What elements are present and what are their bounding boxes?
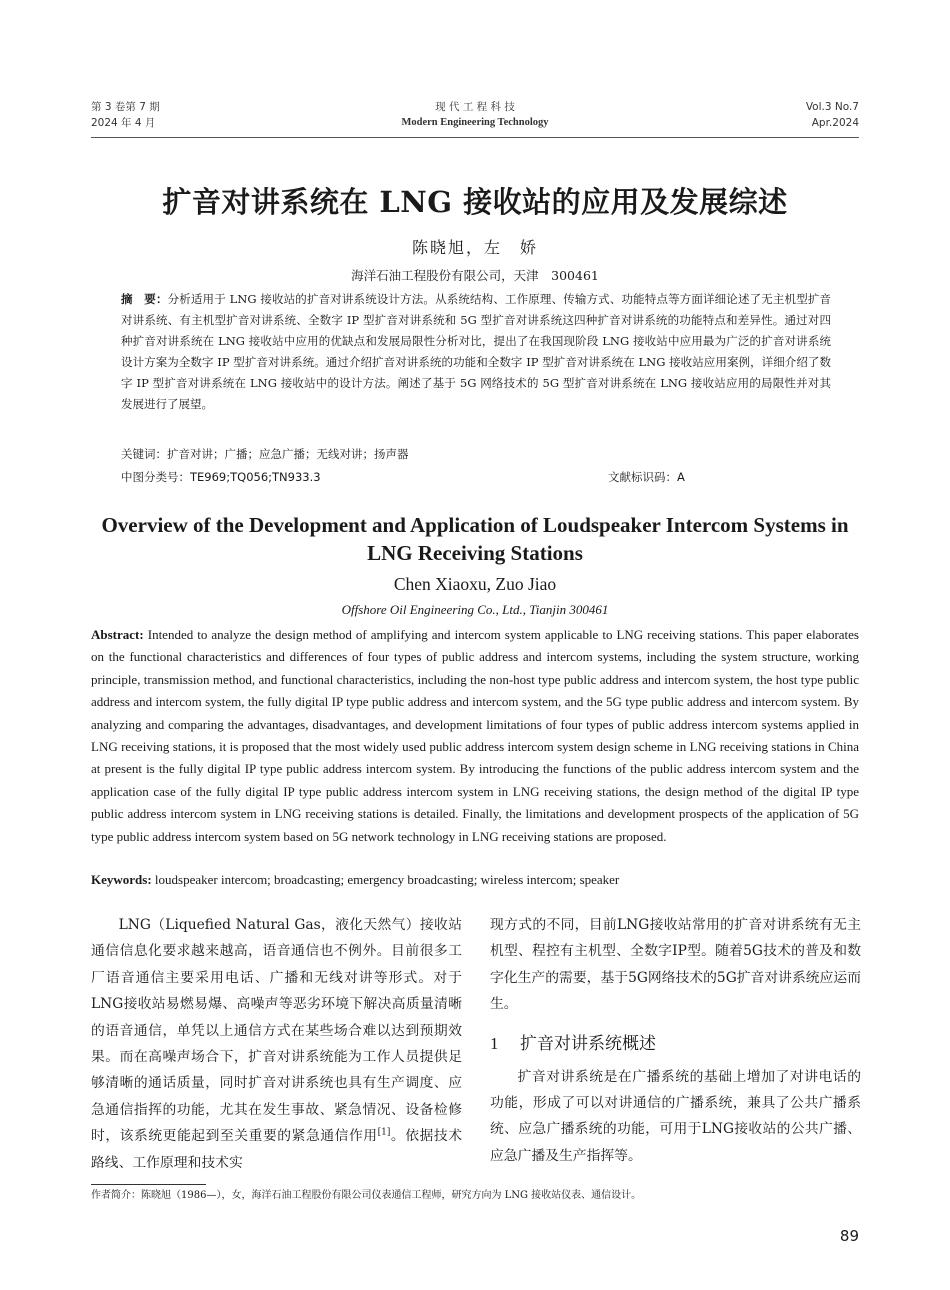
intro-text-b: 。依据技术路线、工作原理和技术实 — [91, 1128, 463, 1171]
keywords-cn-label: 关键词： — [121, 447, 167, 461]
doc-code-label: 文献标识码： — [608, 470, 677, 484]
header-volume-en — [806, 99, 859, 131]
footnote-divider — [91, 1184, 206, 1185]
abstract-en — [91, 624, 859, 848]
header-divider — [91, 137, 859, 138]
paper-title-en: Overview of the Development and Application of Loudspeaker Intercom Systems in LNG Receiving Stations — [101, 513, 849, 565]
keywords-en-text: loudspeaker intercom; broadcasting; emergency broadcasting; wireless intercom; speaker — [154, 872, 620, 887]
intro-text-a: LNG（Liquefied Natural Gas，液化天然气）接收站通信信息化要求越来越高，语音通信也不例外。目前很多工厂语音通信主要采用电话、广播和无线对讲等形式。对于LNG接收站易燃易爆、高噪声等恶劣环境下解决高质量清晰的语音通信，单凭以上通信方式在某些场合难以达到预期效果。而在高噪声场合下，扩音对讲系统能为工作人员提供足够清晰的通话质量，同时扩音对讲系统也具有生产调度、应急通信指挥的功能，尤其在发生事故、紧急情况、设备检修时，该系统更能起到至关重要的紧急通信作用 — [91, 917, 462, 1145]
author-footnote: 作者简介：陈晓旭（1986—），女，海洋石油工程股份有限公司仪表通信工程师，研究方向为 LNG 接收站仪表、通信设计。 — [91, 1190, 642, 1201]
keywords-en — [91, 870, 859, 890]
header-journal-en: Modern Engineering Technology — [401, 117, 549, 128]
abstract-cn-label: 摘 要： — [121, 292, 168, 306]
authors-cn: 陈晓旭，左 娇 — [411, 238, 538, 257]
header-volume-en-line: Vol.3 No.7 — [805, 101, 859, 113]
section-number: 1 — [490, 1033, 499, 1053]
affiliation-en: Offshore Oil Engineering Co., Ltd., Tianjin 300461 — [341, 602, 609, 617]
clc-value: TE969;TQ056;TN933.3 — [190, 470, 321, 484]
abstract-en-text: Intended to analyze the design method of amplifying and intercom system applicable to LNG receiving stations. This paper elaborates on the functional characteristics and differences of four types of public address and intercom systems, including the system structure, working principle, transmission method, and functional characteristics, including the non-host type public address and intercom system, the host type public address and intercom system, the fully digital IP type public address and intercom system, and the 5G type public address and intercom system. By analyzing and comparing the advantages, disadvantages, and development limitations of four types of public address intercom systems applied in LNG receiving stations, it is proposed that the most widely used public address intercom system design scheme in LNG receiving stations in China at present is the fully digital IP type public address intercom system. By introducing the functions of the public address intercom system and the application case of the fully digital IP type public address intercom system in LNG receiving stations, the design method of the digital IP type public address intercom system in LNG receiving stations is detailed. Finally, the limitations and development prospects of the application of 5G type public address intercom system based on 5G network technology in LNG receiving stations are proposed. — [91, 627, 859, 844]
affiliation-cn: 海洋石油工程股份有限公司，天津 300461 — [351, 268, 599, 283]
abstract-en-label: Abstract: — [91, 627, 144, 642]
document-code — [608, 468, 685, 486]
section1-paragraph: 扩音对讲系统是在广播系统的基础上增加了对讲电话的功能，形成了可以对讲通信的广播系统，兼具了公共广播系统、应急广播系统的功能，可用于LNG接收站的公共广播、应急广播及生产指挥等。 — [490, 1068, 861, 1164]
header-volume-line: 第 3 卷第 7 期 — [91, 101, 160, 113]
body-column-right — [490, 912, 861, 1169]
keywords-cn — [121, 445, 831, 463]
abstract-cn-text: 分析适用于 LNG 接收站的扩音对讲系统设计方法。从系统结构、工作原理、传输方式、功能特点等方面详细论述了无主机型扩音对讲系统、有主机型扩音对讲系统、全数字 IP 型扩音对讲系统和 5G 型扩音对讲系统这四种扩音对讲系统的功能特点和差异性。通过对四种扩音对讲系统在 LNG 接收站中应用的优缺点和发展局限性分析对比，提出了在我国现阶段 LNG 接收站中应用最为广泛的扩音对讲系统设计方案为全数字 IP 型扩音对讲系统。通过介绍扩音对讲系统的功能和全数字 IP 型扩音对讲系统在 LNG 接收站应用案例，详细介绍了数字 IP 型扩音对讲系统在 LNG 接收站中的设计方法。阐述了基于 5G 网络技术的 5G 型扩音对讲系统在 LNG 接收站应用的局限性并对其发展进行了展望。 — [121, 292, 832, 411]
classification-row — [121, 468, 831, 486]
intro-paragraph — [91, 912, 462, 1176]
header-date-en-line: Apr.2024 — [811, 117, 859, 129]
body-column-left — [91, 912, 462, 1176]
paper-title-cn: 扩音对讲系统在 LNG 接收站的应用及发展综述 — [162, 185, 788, 219]
citation-ref[interactable]: [1] — [377, 1127, 391, 1138]
header-journal-cn: 现 代 工 程 科 技 — [435, 101, 515, 113]
abstract-cn — [121, 289, 831, 415]
page-number: 89 — [839, 1227, 859, 1245]
header-date-line: 2024 年 4 月 — [91, 117, 156, 129]
keywords-en-label: Keywords: — [91, 872, 152, 887]
intro-paragraph-continued: 现方式的不同，目前LNG接收站常用的扩音对讲系统有无主机型、程控有主机型、全数字IP型。随着5G技术的普及和数字化生产的需要，基于5G网络技术的5G扩音对讲系统应运而生。 — [490, 917, 861, 1013]
clc-label: 中图分类号： — [121, 470, 190, 484]
section-title: 扩音对讲系统概述 — [520, 1033, 656, 1054]
doc-code-value: A — [677, 470, 685, 484]
keywords-cn-text: 扩音对讲；广播；应急广播；无线对讲；扬声器 — [167, 447, 409, 461]
section-heading-1 — [490, 1032, 861, 1056]
authors-en: Chen Xiaoxu, Zuo Jiao — [393, 574, 557, 594]
